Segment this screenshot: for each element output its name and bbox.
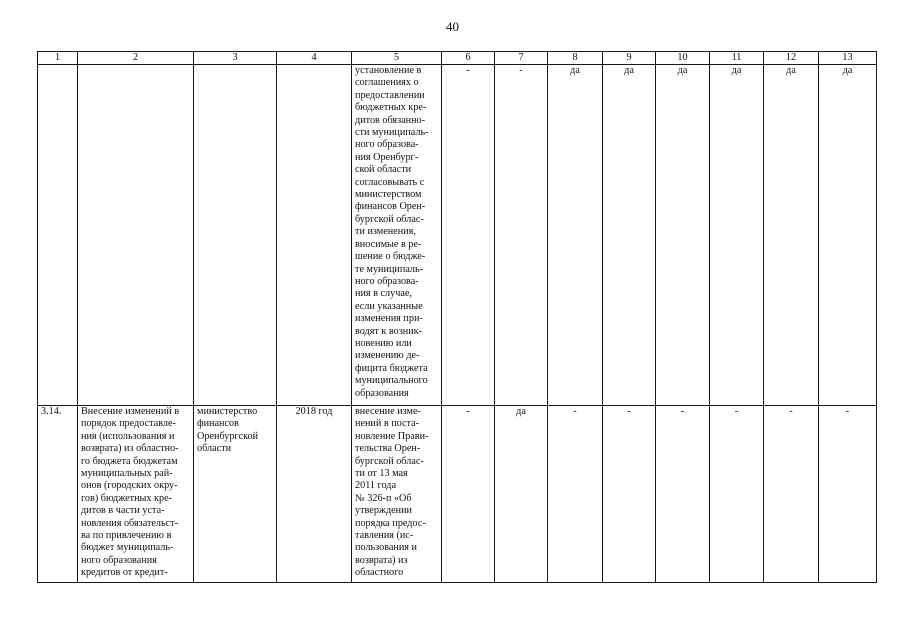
value-cell: - bbox=[548, 406, 603, 583]
value-cell: - bbox=[603, 406, 656, 583]
value-cell: - bbox=[764, 406, 819, 583]
value-cell: - bbox=[710, 406, 764, 583]
responsible-cell: министерство финансов Оренбургской области bbox=[194, 406, 277, 583]
page-number: 40 bbox=[446, 19, 459, 34]
item-number-cell: 3.14. bbox=[38, 406, 78, 583]
value-cell: да bbox=[603, 65, 656, 406]
measure-cell: Внесение изменений в порядок предоставле- ния (использования и возврата) из областно- го бюджета бюджетам муниципальных рай- онов (городских окру- гов) бюджетных кре- дитов в части уста- новления обязательст- ва по привлечению в бюджет муниципаль- ного образования кредитов от кредит- bbox=[78, 406, 194, 583]
responsible-cell bbox=[194, 65, 277, 406]
value-cell: да bbox=[710, 65, 764, 406]
column-header: 5 bbox=[352, 52, 442, 65]
column-number-row bbox=[38, 52, 877, 65]
deadline-cell: 2018 год bbox=[277, 406, 352, 583]
column-header: 12 bbox=[764, 52, 819, 65]
column-header: 13 bbox=[819, 52, 877, 65]
value-cell: - bbox=[656, 406, 710, 583]
column-header: 4 bbox=[277, 52, 352, 65]
column-header: 3 bbox=[194, 52, 277, 65]
table-row bbox=[38, 406, 877, 583]
column-header: 8 bbox=[548, 52, 603, 65]
column-header: 1 bbox=[38, 52, 78, 65]
value-cell: да bbox=[656, 65, 710, 406]
value-cell: - bbox=[442, 406, 495, 583]
measure-cell bbox=[78, 65, 194, 406]
column-header: 10 bbox=[656, 52, 710, 65]
column-header: 7 bbox=[495, 52, 548, 65]
item-number-cell bbox=[38, 65, 78, 406]
deadline-cell bbox=[277, 65, 352, 406]
value-cell: да bbox=[819, 65, 877, 406]
value-cell: - bbox=[442, 65, 495, 406]
value-cell: - bbox=[495, 65, 548, 406]
column-header: 2 bbox=[78, 52, 194, 65]
result-cell: установление в соглашениях о предоставлении бюджетных кре- дитов обязанно- сти муниципаль- ного образова- ния Оренбург- ской области согласовывать с министерством финансов Орен- бургской облас- ти изменения, вносимые в ре- шение о бюдже- те муниципаль- ного образова- ния в случае, если указанные изменения при- водят к возник- новению или изменению де- фицита бюджета муниципального образования bbox=[352, 65, 442, 406]
value-cell: да bbox=[764, 65, 819, 406]
column-header: 6 bbox=[442, 52, 495, 65]
column-header: 11 bbox=[710, 52, 764, 65]
result-cell: внесение изме- нений в поста- новление Прави- тельства Орен- бургской облас- ти от 13 мая 2011 года № 326-п «Об утверждении порядка предос- тавления (ис- пользования и возврата) из областного bbox=[352, 406, 442, 583]
column-header: 9 bbox=[603, 52, 656, 65]
plan-table bbox=[37, 51, 877, 583]
table-row bbox=[38, 65, 877, 406]
value-cell: - bbox=[819, 406, 877, 583]
value-cell: да bbox=[495, 406, 548, 583]
value-cell: да bbox=[548, 65, 603, 406]
